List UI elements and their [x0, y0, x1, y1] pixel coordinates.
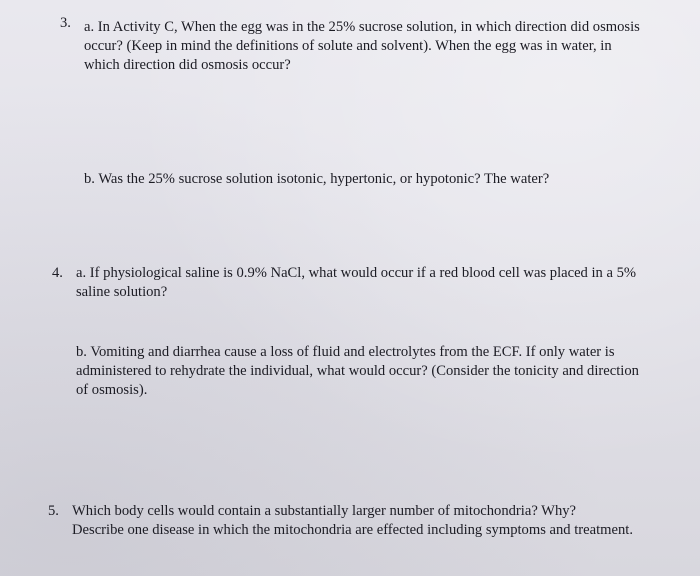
question-3b — [84, 170, 684, 189]
question-number: 4. — [52, 265, 63, 281]
question-4a-line-2: saline solution? — [76, 284, 168, 300]
question-3a-line-2: occur? (Keep in mind the definitions of solute and solvent). When the egg was in water, in — [84, 38, 612, 54]
question-5-line-2: Describe one disease in which the mitochondria are effected including symptoms and treatment. — [72, 522, 634, 538]
question-3-number — [60, 14, 71, 33]
question-5 — [72, 502, 692, 540]
question-4a — [76, 264, 688, 302]
question-4b-line-3: of osmosis). — [76, 382, 148, 398]
question-3a-line-1: a. In Activity C, When the egg was in the 25% sucrose solution, in which direction did osmosis — [84, 19, 640, 35]
question-3b-line-1: b. Was the 25% sucrose solution isotonic, hypertonic, or hypotonic? The water? — [84, 171, 550, 187]
question-4b-line-1: b. Vomiting and diarrhea cause a loss of fluid and electrolytes from the ECF. If only water is — [76, 344, 615, 360]
question-3a — [84, 18, 684, 75]
question-number: 5. — [48, 503, 59, 519]
question-number: 3. — [60, 15, 71, 31]
question-5-line-1: Which body cells would contain a substantially larger number of mitochondria? Why? — [72, 503, 577, 519]
question-5-number — [48, 502, 59, 521]
question-4b-line-2: administered to rehydrate the individual, what would occur? (Consider the tonicity and direction — [76, 363, 639, 379]
question-4b — [76, 343, 690, 400]
question-3a-line-3: which direction did osmosis occur? — [84, 57, 291, 73]
question-4a-line-1: a. If physiological saline is 0.9% NaCl, what would occur if a red blood cell was placed in a 5% — [76, 265, 637, 281]
question-4-number — [52, 264, 63, 283]
